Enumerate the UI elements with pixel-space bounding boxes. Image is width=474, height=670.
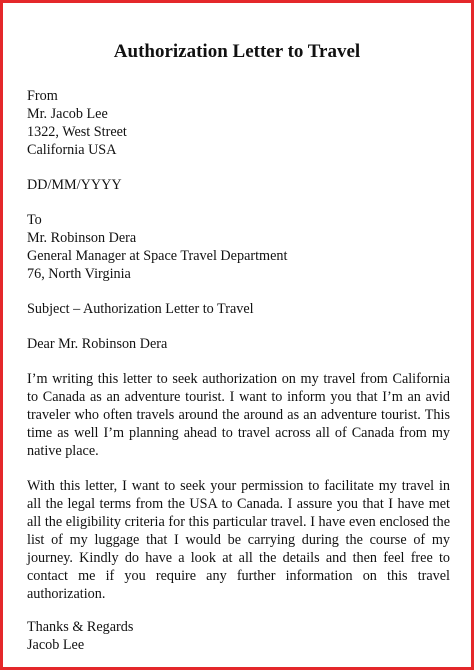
closing-text: Thanks & Regards <box>27 619 134 635</box>
sender-name: Mr. Jacob Lee <box>27 106 108 122</box>
subject-text: Subject – Authorization Letter to Travel <box>27 301 254 317</box>
to-label: To <box>27 212 42 228</box>
date-text: DD/MM/YYYY <box>27 177 122 193</box>
letter-date <box>27 176 450 194</box>
letter-closing <box>27 618 450 654</box>
sender-address <box>27 87 450 159</box>
sender-city: California USA <box>27 142 117 158</box>
recipient-address-line: 76, North Virginia <box>27 266 131 282</box>
from-label: From <box>27 88 58 104</box>
body-paragraph-1: I’m writing this letter to seek authorization on my travel from California to Canada as an adventure tourist. I want to inform you that I’m an avid traveler who often travels around the around as an adventure tourist. This time as well I’m planning ahead to travel across all of Canada from my native place. <box>27 371 450 459</box>
letter-title: Authorization Letter to Travel <box>113 41 361 62</box>
recipient-name: Mr. Robinson Dera <box>27 230 137 246</box>
sender-street: 1322, West Street <box>27 124 127 140</box>
salutation <box>27 335 450 353</box>
recipient-position: General Manager at Space Travel Department <box>27 248 288 264</box>
body-paragraph-2: With this letter, I want to seek your permission to facilitate my travel in all the legal terms from the USA to Canada. I assure you that I have met all the eligibility criteria for this particular travel. I have even enclosed the list of my luggage that I would be carrying during the course of my journey. Kindly do have a look at all the details and then feel free to contact me if you require any further information on this travel authorization. <box>27 478 450 602</box>
signature-name: Jacob Lee <box>27 637 85 653</box>
salutation-text: Dear Mr. Robinson Dera <box>27 336 168 352</box>
letter-body <box>27 87 450 670</box>
subject-line <box>27 300 450 318</box>
recipient-address <box>27 211 450 283</box>
